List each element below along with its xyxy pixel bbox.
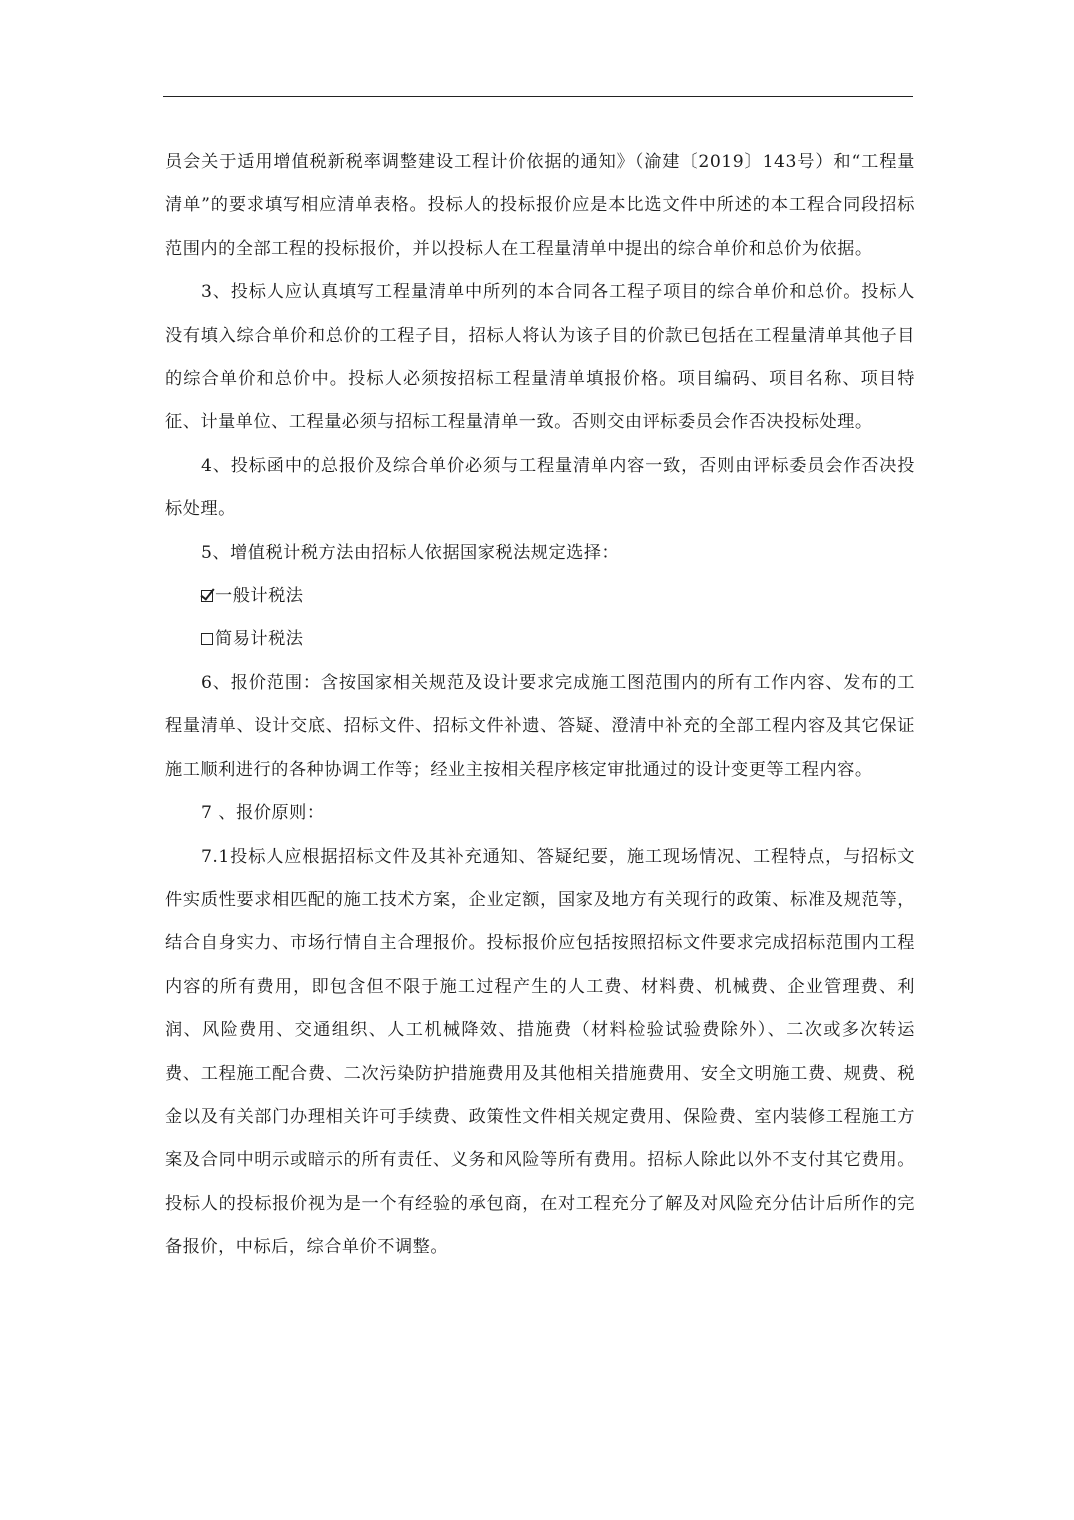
option-simple-label: 简易计税法 xyxy=(215,629,304,650)
option-general-tax xyxy=(165,575,915,618)
header-rule xyxy=(163,96,913,97)
paragraph-7: 7 、报价原则： xyxy=(201,803,325,824)
option-general-label: 一般计税法 xyxy=(215,586,304,607)
paragraph-continuation: 员会关于适用增值税新税率调整建设工程计价依据的通知》（渝建〔2019〕143号）和“工程量清单”的要求填写相应清单表格。投标人的投标报价应是本比选文件中所述的本工程合同段招标范围内的全部工程的投标报价，并以投标人在工程量清单中提出的综合单价和总价为依据。 xyxy=(165,152,915,259)
paragraph-5: 5、增值税计税方法由招标人依据国家税法规定选择： xyxy=(201,542,620,563)
paragraph-3: 3、投标人应认真填写工程量清单中所列的本合同各工程子项目的综合单价和总价。投标人没有填入综合单价和总价的工程子目，招标人将认为该子目的价款已包括在工程量清单其他子目的综合单价和总价中。投标人必须按招标工程量清单填报价格。项目编码、项目名称、项目特征、计量单位、工程量必须与招标工程量清单一致。否则交由评标委员会作否决投标处理。 xyxy=(165,282,915,433)
checked-box-icon xyxy=(201,590,213,602)
unchecked-box-icon xyxy=(201,633,213,645)
paragraph-7-1: 7.1投标人应根据招标文件及其补充通知、答疑纪要，施工现场情况、工程特点，与招标文件实质性要求相匹配的施工技术方案，企业定额，国家及地方有关现行的政策、标准及规范等，结合自身实力、市场行情自主合理报价。投标报价应包括按照招标文件要求完成招标范围内工程内容的所有费用，即包含但不限于施工过程产生的人工费、材料费、机械费、企业管理费、利润、风险费用、交通组织、人工机械降效、措施费（材料检验试验费除外）、二次或多次转运费、工程施工配合费、二次污染防护措施费用及其他相关措施费用、安全文明施工费、规费、税金以及有关部门办理相关许可手续费、政策性文件相关规定费用、保险费、室内装修工程施工方案及合同中明示或暗示的所有责任、义务和风险等所有费用。招标人除此以外不支付其它费用。投标人的投标报价视为是一个有经验的承包商，在对工程充分了解及对风险充分估计后所作的完备报价，中标后，综合单价不调整。 xyxy=(165,846,915,1258)
paragraph-4: 4、投标函中的总报价及综合单价必须与工程量清单内容一致，否则由评标委员会作否决投标处理。 xyxy=(165,455,915,520)
option-simple-tax xyxy=(165,618,915,661)
document-body xyxy=(165,141,915,1270)
paragraph-6: 6、报价范围：含按国家相关规范及设计要求完成施工图范围内的所有工作内容、发布的工程量清单、设计交底、招标文件、招标文件补遗、答疑、澄清中补充的全部工程内容及其它保证施工顺利进行的各种协调工作等；经业主按相关程序核定审批通过的设计变更等工程内容。 xyxy=(165,672,915,780)
